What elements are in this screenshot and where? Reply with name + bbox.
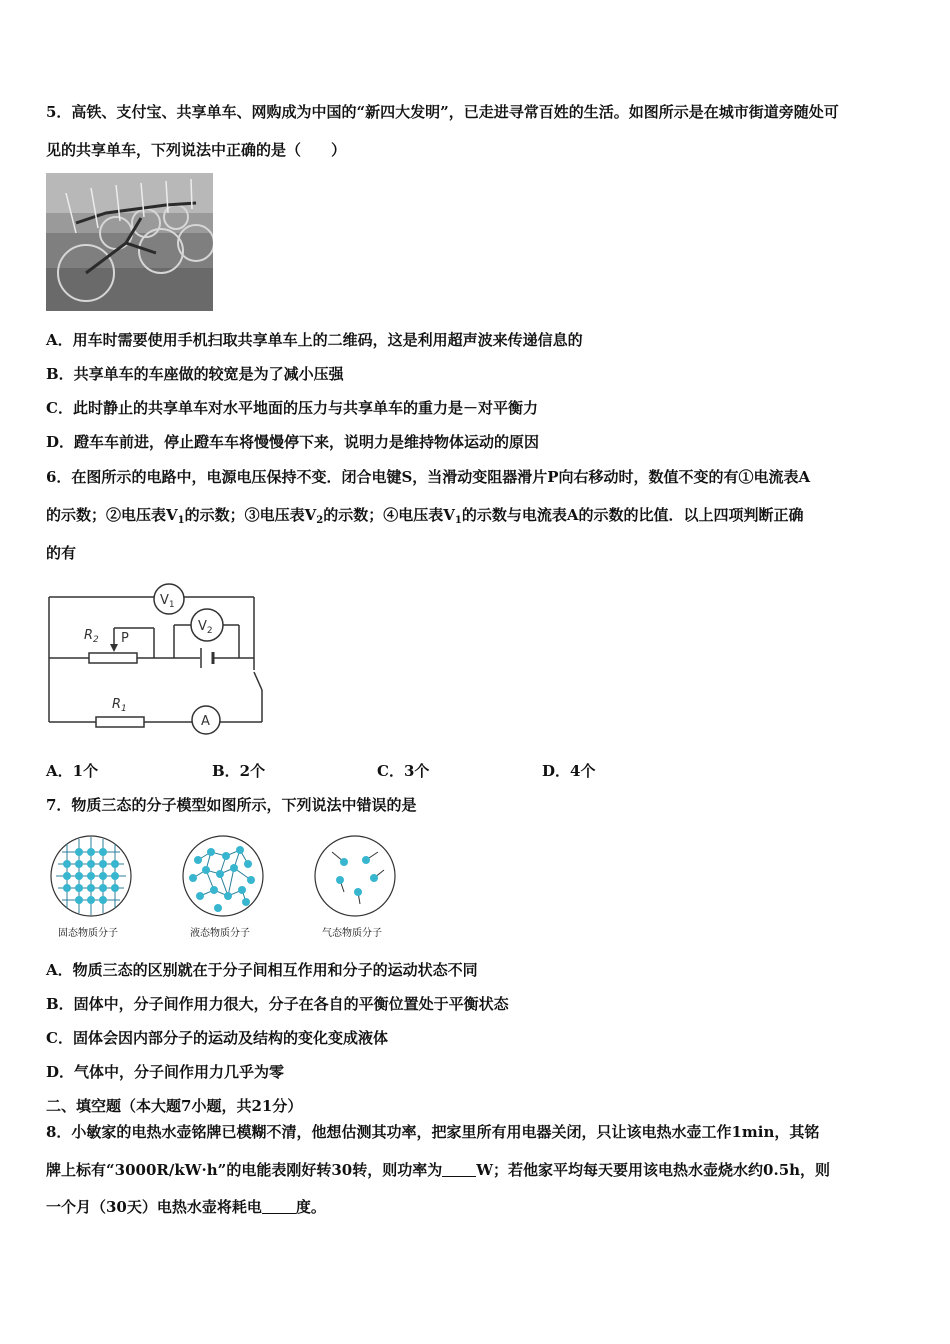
q5-option-d: D．蹬车车前进，停止蹬车车将慢慢停下来，说明力是维持物体运动的原因 xyxy=(46,433,540,451)
q7-molecule-models xyxy=(48,830,398,924)
ammeter-label: A xyxy=(201,714,210,729)
shared-bike-illustration xyxy=(46,173,213,311)
v2-meter-label: $V_2$ xyxy=(198,619,213,636)
gas-caption: 气态物质分子 xyxy=(322,928,382,939)
q7-option-d: D．气体中，分子间作用力几乎为零 xyxy=(46,1063,285,1081)
q6-option-a: A．1个 xyxy=(46,762,99,780)
q8-stem-line2: 牌上标有“3000R/kW·h”的电能表刚好转30转，则功率为 W；若他家平均每天要用该电热水壶烧水约0.5h，则 xyxy=(46,1161,831,1179)
q6-stem-line2: 的示数；②电压表$V_1$的示数；③电压表$V_2$的示数；④电压表$V_1$的示数与电流表A的示数的比值．以上四项判断正确 xyxy=(46,506,804,526)
liquid-caption: 液态物质分子 xyxy=(190,928,250,939)
energy-answer-blank[interactable] xyxy=(262,1199,296,1214)
q7-option-b: B．固体中，分子间作用力很大，分子在各自的平衡位置处于平衡状态 xyxy=(46,995,509,1013)
q5-stem-line2: 见的共享单车，下列说法中正确的是（ ） xyxy=(46,141,347,159)
power-answer-blank[interactable] xyxy=(442,1162,476,1177)
q6-option-c: C．3个 xyxy=(377,762,430,780)
q6-stem-line1: 6．在图所示的电路中，电源电压保持不变．闭合电键S，当滑动变阻器滑片P向右移动时，数值不变的有①电流表A xyxy=(46,468,811,486)
liquid-molecule-model xyxy=(183,836,263,916)
r2-label: $R_2$ xyxy=(84,628,99,645)
q5-option-c: C．此时静止的共享单车对水平地面的压力与共享单车的重力是－对平衡力 xyxy=(46,399,538,417)
q6-option-b: B．2个 xyxy=(212,762,266,780)
solid-caption: 固态物质分子 xyxy=(58,928,118,939)
q5-stem-line1: 5．高铁、支付宝、共享单车、网购成为中国的“新四大发明”，已走进寻常百姓的生活。如图所示是在城市街道旁随处可 xyxy=(46,103,839,121)
q6-stem-line3: 的有 xyxy=(46,544,77,562)
gas-molecule-model xyxy=(315,836,395,916)
v1-meter-label: $V_1$ xyxy=(160,593,175,610)
q8-stem-line1: 8．小敏家的电热水壶铭牌已模糊不清，他想估测其功率，把家里所有用电器关闭，只让该电热水壶工作1min，其铭 xyxy=(46,1123,820,1141)
q6-option-d: D．4个 xyxy=(542,762,596,780)
q8-stem-line3: 一个月（30天）电热水壶将耗电 度。 xyxy=(46,1198,326,1216)
q6-circuit-diagram xyxy=(44,582,274,742)
q5-option-b: B．共享单车的车座做的较宽是为了减小压强 xyxy=(46,365,344,383)
shared-bike-photo xyxy=(46,173,213,311)
r1-label: $R_1$ xyxy=(112,697,127,714)
q7-stem: 7．物质三态的分子模型如图所示，下列说法中错误的是 xyxy=(46,796,417,814)
solid-molecule-model xyxy=(51,836,131,916)
slider-p-label: P xyxy=(121,631,129,646)
section-2-title: 二、填空题（本大题7小题，共21分） xyxy=(46,1097,303,1115)
q7-option-c: C．固体会因内部分子的运动及结构的变化变成液体 xyxy=(46,1029,388,1047)
q7-option-a: A．物质三态的区别就在于分子间相互作用和分子的运动状态不同 xyxy=(46,961,478,979)
q5-option-a: A．用车时需要使用手机扫取共享单车上的二维码，这是利用超声波来传递信息的 xyxy=(46,331,583,349)
